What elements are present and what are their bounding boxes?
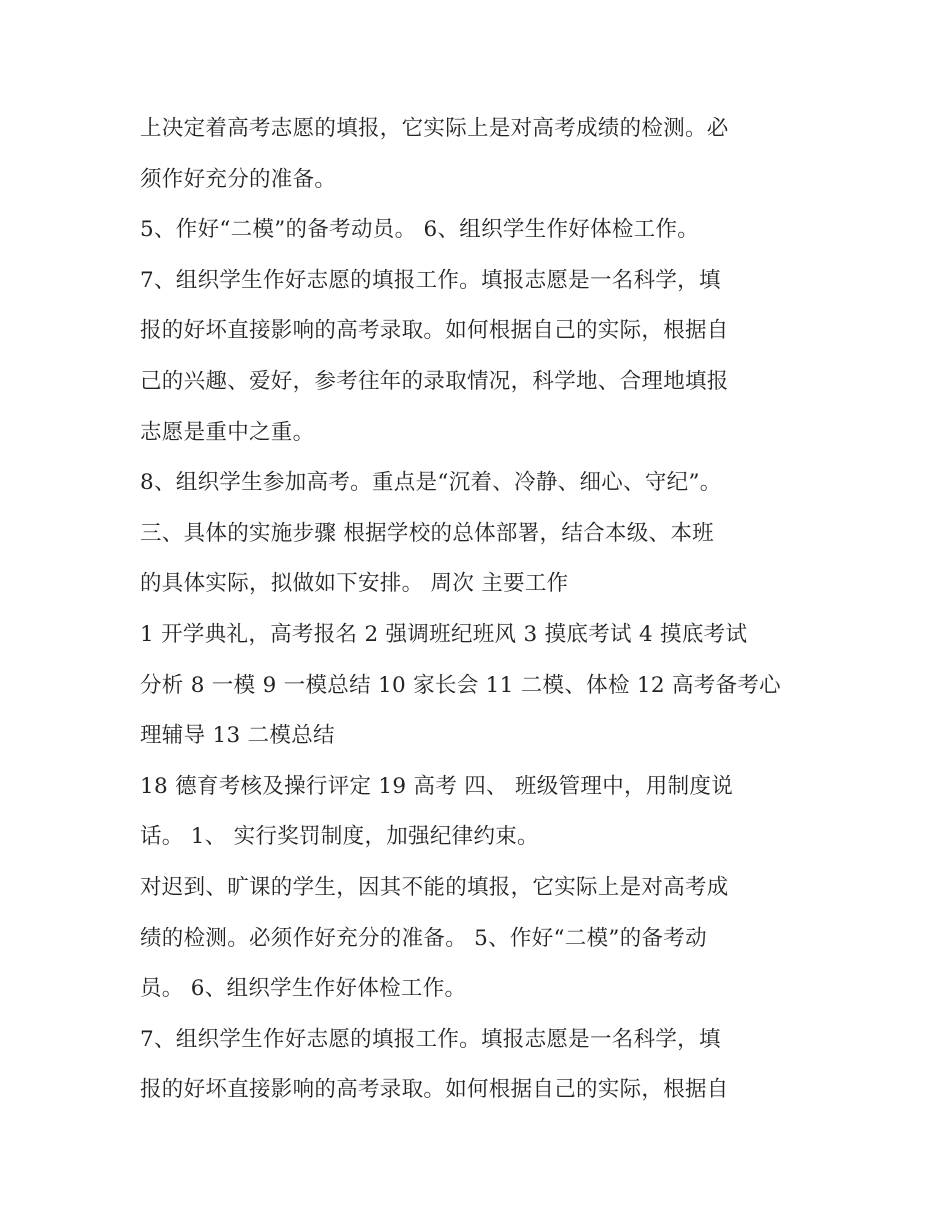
text-line: 己的兴趣、爱好，参考往年的录取情况，科学地、合理地填报 — [140, 368, 729, 394]
text-line: 三、具体的实施步骤 根据学校的总体部署，结合本级、本班 — [140, 520, 714, 546]
text-line: 7、组织学生作好志愿的填报工作。填报志愿是一名科学，填 — [140, 1026, 721, 1052]
text-line: 须作好充分的准备。 — [140, 166, 337, 192]
paragraph-item-7 — [140, 256, 820, 458]
text-line: 8、组织学生参加高考。重点是“沉着、冷静、细心、守纪”。 — [140, 470, 722, 496]
text-line: 对迟到、旷课的学生，因其不能的填报，它实际上是对高考成 — [140, 874, 729, 900]
paragraph-schedule — [140, 610, 820, 762]
text-line: 5、作好“二模”的备考动员。 6、组织学生作好体检工作。 — [140, 217, 700, 243]
paragraph-section-3 — [140, 509, 820, 610]
text-line: 7、组织学生作好志愿的填报工作。填报志愿是一名科学，填 — [140, 267, 721, 293]
paragraph-item-7-repeat — [140, 1015, 820, 1116]
text-line: 话。 1、 实行奖罚制度，加强纪律约束。 — [140, 824, 539, 850]
text-line: 员。 6、组织学生作好体检工作。 — [140, 976, 467, 1002]
paragraph-item-8 — [140, 458, 820, 509]
paragraph-section-4 — [140, 762, 820, 863]
document-body — [140, 104, 820, 1116]
text-line: 理辅导 13 二模总结 — [140, 723, 335, 749]
text-line: 报的好坏直接影响的高考录取。如何根据自己的实际，根据自 — [140, 1077, 729, 1103]
paragraph-discipline — [140, 863, 820, 1015]
text-line: 分析 8 一模 9 一模总结 10 家长会 11 二模、体检 12 高考备考心 — [140, 672, 781, 698]
text-line: 上决定着高考志愿的填报，它实际上是对高考成绩的检测。必 — [140, 116, 729, 141]
paragraph-item-5-6 — [140, 205, 820, 256]
paragraph-preparation — [140, 104, 820, 205]
text-line: 的具体实际，拟做如下安排。 周次 主要工作 — [140, 571, 569, 597]
text-line: 18 德育考核及操行评定 19 高考 四、 班级管理中，用制度说 — [140, 773, 733, 799]
text-line: 报的好坏直接影响的高考录取。如何根据自己的实际，根据自 — [140, 318, 729, 344]
text-line: 志愿是重中之重。 — [140, 419, 315, 445]
text-line: 1 开学典礼，高考报名 2 强调班纪班风 3 摸底考试 4 摸底考试 — [140, 621, 748, 647]
text-line: 绩的检测。必须作好充分的准备。 5、作好“二模”的备考动 — [140, 925, 707, 951]
